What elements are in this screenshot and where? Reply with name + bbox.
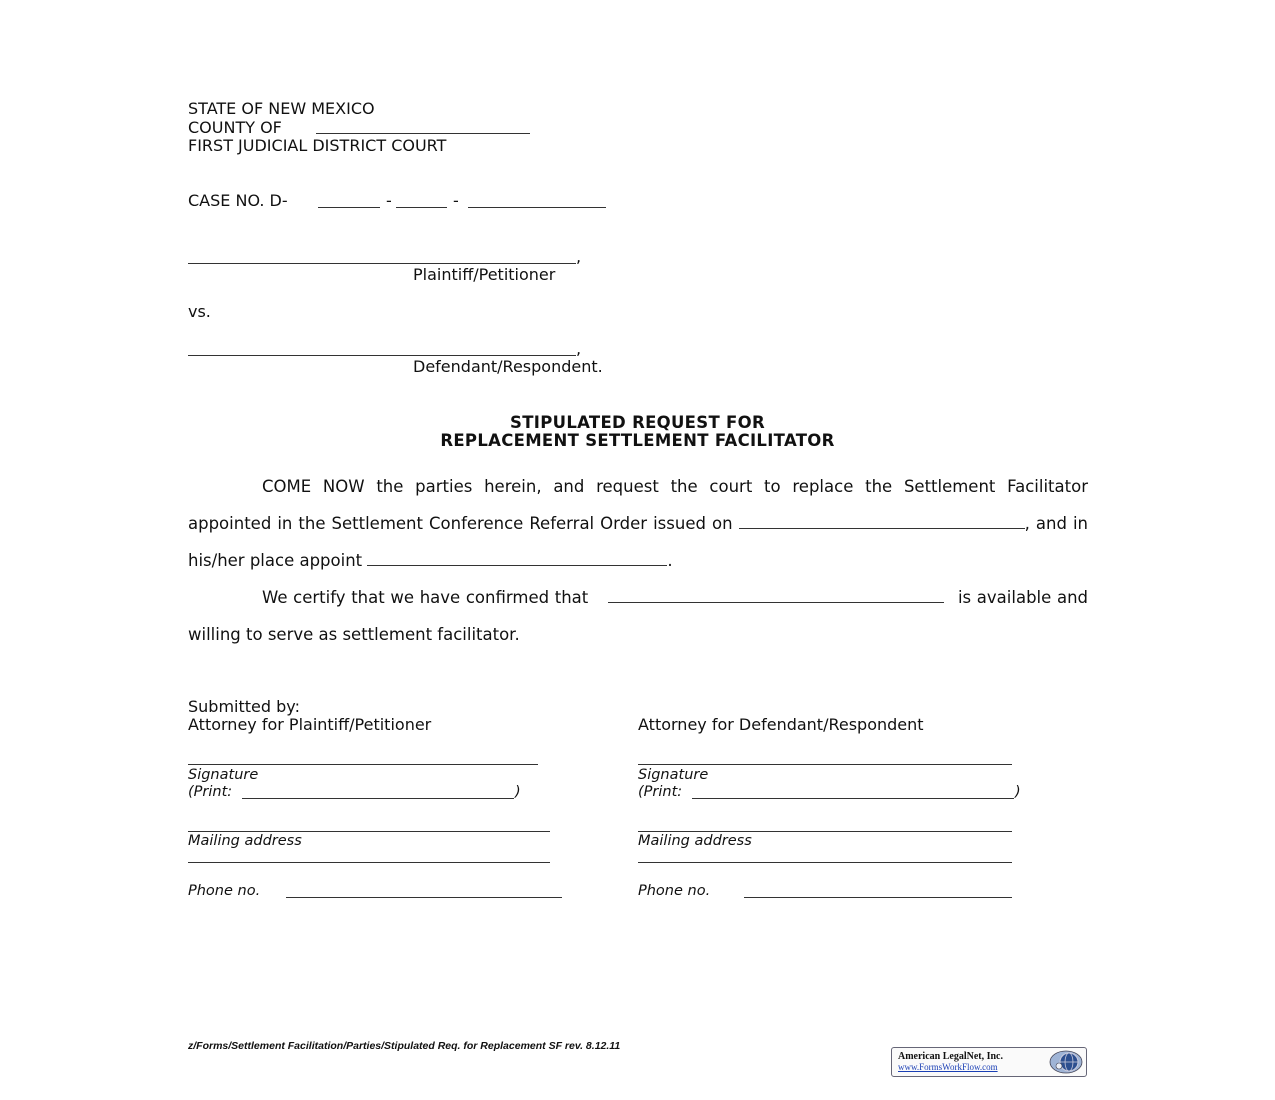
document-title-line-1: STIPULATED REQUEST FOR — [510, 413, 765, 432]
case-number-blank-2[interactable] — [396, 207, 447, 208]
plaintiff-name-line[interactable] — [188, 263, 576, 264]
defendant-attorney-heading: Attorney for Defendant/Respondent — [638, 715, 924, 734]
logo-website-link[interactable]: www.FormsWorkFlow.com — [898, 1062, 998, 1072]
paragraph-certify — [188, 579, 1088, 653]
document-title-line-2: REPLACEMENT SETTLEMENT FACILITATOR — [440, 431, 835, 450]
case-number-blank-1[interactable] — [318, 207, 380, 208]
plaintiff-attorney-heading: Attorney for Plaintiff/Petitioner — [188, 715, 432, 734]
plaintiff-phone-line[interactable] — [286, 897, 562, 898]
paragraph-request-text: COME NOW the parties herein, and request the court to replace the Settlement Facilitator appointed in the Settlement Conference Referral Order issued on — [188, 477, 1088, 533]
submitted-by-label: Submitted by: — [188, 697, 300, 716]
paragraph-certify-text: We certify that we have confirmed that — [262, 588, 589, 607]
defendant-print-line[interactable] — [692, 798, 1014, 799]
order-date-blank[interactable] — [739, 514, 1025, 529]
defendant-phone-label: Phone no. — [638, 883, 711, 899]
american-legalnet-logo[interactable] — [891, 1047, 1087, 1077]
state-heading: STATE OF NEW MEXICO — [188, 99, 375, 118]
form-path-footer: z/Forms/Settlement Facilitation/Parties/Stipulated Req. for Replacement SF rev. 8.12.11 — [188, 1040, 621, 1052]
plaintiff-address-line-2[interactable] — [188, 862, 550, 863]
county-label: COUNTY OF — [188, 118, 282, 137]
plaintiff-label: Plaintiff/Petitioner — [413, 265, 556, 284]
globe-icon — [1049, 1050, 1083, 1074]
defendant-address-line-2[interactable] — [638, 862, 1012, 863]
paragraph-request — [188, 468, 1088, 579]
defendant-signature-line[interactable] — [638, 764, 1012, 765]
defendant-mailing-address-label: Mailing address — [638, 833, 752, 849]
new-facilitator-blank[interactable] — [367, 551, 667, 566]
plaintiff-comma: , — [576, 247, 582, 266]
court-heading: FIRST JUDICIAL DISTRICT COURT — [188, 136, 447, 155]
plaintiff-phone-label: Phone no. — [188, 883, 261, 899]
logo-company-name: American LegalNet, Inc. — [898, 1051, 1003, 1062]
versus-label: vs. — [188, 302, 211, 321]
paragraph-certify-end: is available and willing to serve as settlement facilitator. — [188, 588, 1089, 644]
confirmed-facilitator-blank[interactable] — [608, 588, 944, 603]
defendant-print-close: ) — [1015, 784, 1021, 800]
plaintiff-mailing-address-label: Mailing address — [188, 833, 302, 849]
case-number-dash-2: - — [453, 191, 459, 210]
county-blank-line[interactable] — [316, 133, 530, 134]
defendant-label: Defendant/Respondent. — [413, 357, 603, 376]
plaintiff-print-close: ) — [515, 784, 521, 800]
plaintiff-signature-label: Signature — [188, 767, 259, 783]
case-number-blank-3[interactable] — [468, 207, 606, 208]
case-number-label: CASE NO. D- — [188, 191, 288, 210]
defendant-print-label: (Print: — [638, 784, 683, 800]
case-number-dash-1: - — [386, 191, 392, 210]
defendant-comma: , — [576, 339, 582, 358]
plaintiff-signature-line[interactable] — [188, 764, 538, 765]
defendant-phone-line[interactable] — [744, 897, 1012, 898]
paragraph-request-mid: , and in his/her place appoint — [188, 514, 1088, 570]
plaintiff-print-line[interactable] — [242, 798, 514, 799]
paragraph-request-end: . — [667, 551, 673, 570]
defendant-name-line[interactable] — [188, 355, 576, 356]
plaintiff-print-label: (Print: — [188, 784, 233, 800]
defendant-signature-label: Signature — [638, 767, 709, 783]
